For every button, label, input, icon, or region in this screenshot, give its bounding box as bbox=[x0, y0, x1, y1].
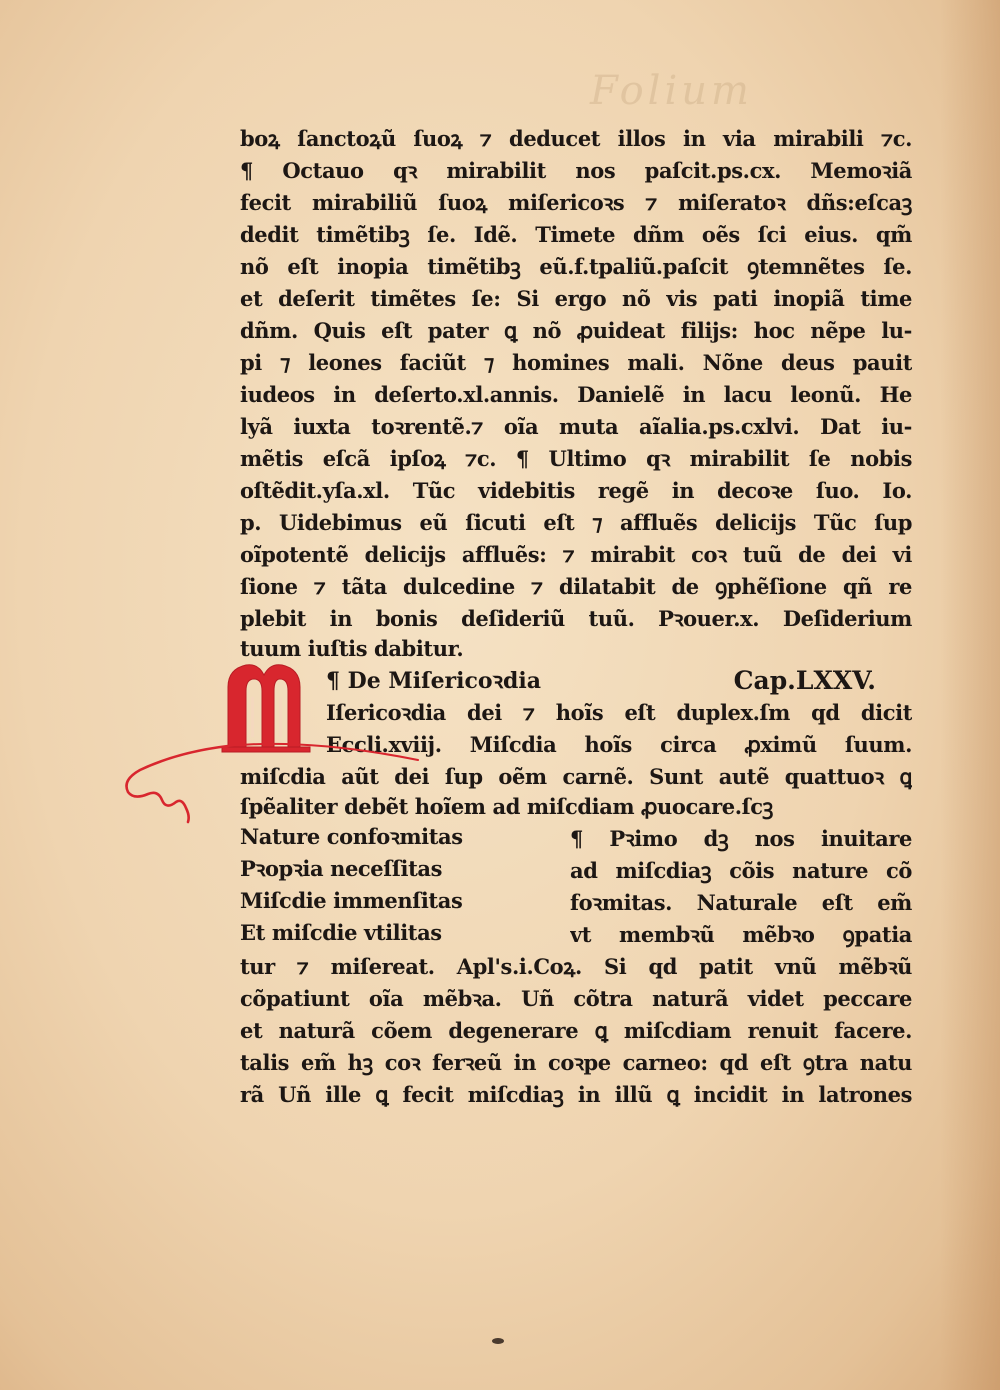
body-line: plebit in bonis deſideriũ tuũ. Pꝛouer.x. Deſiderium bbox=[240, 606, 912, 631]
chapter-line: Iſericoꝛdia dei ⁊ hoĩs eſt duplex.ſm qd dicit bbox=[326, 700, 912, 725]
list-right-line: ¶ Pꝛimo dꝫ nos inuitare bbox=[570, 826, 912, 851]
body-line: tuum iuſtis dabitur. bbox=[240, 636, 464, 661]
list-right-line: ad miſcdiaꝫ cõis nature cõ bbox=[570, 858, 912, 883]
body-line: dñm. Quis eſt pater ꝗ nõ ꝓuideat filijs: hoc nẽpe lu- bbox=[240, 318, 912, 343]
body-line: ſione ⁊ tãta dulcedine ⁊ dilatabit de ꝯphẽſione qñ re bbox=[240, 574, 912, 599]
red-flourish bbox=[118, 740, 438, 830]
page-edge-shadow bbox=[940, 0, 1000, 1390]
chapter-line: ſpẽaliter debẽt hoĩem ad miſcdiam ꝓuocare.ſcꝫ bbox=[240, 794, 773, 819]
chapter-line: Eccli.xviij. Miſcdia hoĩs circa ꝓximũ ſuum. bbox=[326, 732, 912, 757]
body-line: oſtẽdit.yſa.xl. Tũc videbitis regẽ in decoꝛe ſuo. Io. bbox=[240, 478, 912, 503]
chapter-number: Cap.LXXV. bbox=[733, 666, 876, 695]
body-line: pi ⁊ leones faciũt ⁊ homines mali. Nõne deus pauit bbox=[240, 350, 912, 375]
body-line: p. Uidebimus eũ ſicuti eſt ⁊ affluẽs delicijs Tũc ſup bbox=[240, 510, 912, 535]
list-left-item: Miſcdie immenſitas bbox=[240, 888, 463, 913]
list-right-line: foꝛmitas. Naturale eſt em̃ bbox=[570, 890, 912, 915]
body-line: lyã iuxta toꝛrentẽ.⁊ oĩa muta aĩalia.ps.cxlvi. Dat iu- bbox=[240, 414, 912, 439]
body-line: boꝝ ſanctoꝝũ ſuoꝝ ⁊ deducet illos in via mirabili ⁊c. bbox=[240, 126, 912, 151]
chapter-heading bbox=[326, 664, 912, 698]
ink-smudge bbox=[490, 1336, 506, 1346]
body-line: dedit timẽtibꝫ ſe. Idẽ. Timete dñm oẽs ſci eius. qm̃ bbox=[240, 222, 912, 247]
list-left-item: Pꝛopꝛia neceſſitas bbox=[240, 856, 443, 881]
list-left-item: Nature confoꝛmitas bbox=[240, 824, 463, 849]
body-line: nõ eſt inopia timẽtibꝫ eũ.f.tpaliũ.paſcit ꝯtemnẽtes ſe. bbox=[240, 254, 912, 279]
body-line: iudeos in deſerto.xl.annis. Danielẽ in lacu leonũ. He bbox=[240, 382, 912, 407]
chapter-line: miſcdia aũt dei ſup oẽm carnẽ. Sunt autẽ quattuoꝛ ꝗ bbox=[240, 764, 912, 789]
chapter-title: ¶ De Miſericoꝛdia bbox=[326, 668, 542, 694]
closing-line: rã Uñ ille ꝗ fecit miſcdiaꝫ in illũ ꝗ incidit in latrones bbox=[240, 1082, 912, 1107]
closing-line: tur ⁊ miſereat. Apl's.i.Coꝝ. Si qd patit vnũ mẽbꝛũ bbox=[240, 954, 912, 979]
running-head-bleed-through: Folium bbox=[590, 68, 753, 114]
body-line: oĩpotentẽ delicijs affluẽs: ⁊ mirabit coꝛ tuũ de dei vi bbox=[240, 542, 912, 567]
closing-line: cõpatiunt oĩa mẽbꝛa. Uñ cõtra naturã videt peccare bbox=[240, 986, 912, 1011]
body-line: ¶ Octauo qꝛ mirabilit nos paſcit.ps.cx. Memoꝛiã bbox=[240, 158, 912, 183]
list-right-line: vt membꝛũ mẽbꝛo ꝯpatia bbox=[570, 922, 912, 947]
closing-line: talis em̃ hꝫ coꝛ ferꝛeũ in coꝛpe carneo: qd eſt ꝯtra natu bbox=[240, 1050, 912, 1075]
body-line: mẽtis eſcã ipſoꝝ ⁊c. ¶ Ultimo qꝛ mirabilit ſe nobis bbox=[240, 446, 912, 471]
list-left-item: Et miſcdie vtilitas bbox=[240, 920, 442, 945]
body-line: et deſerit timẽtes ſe: Si ergo nõ vis pati inopiã time bbox=[240, 286, 912, 311]
closing-line: et naturã cõem degenerare ꝗ miſcdiam renuit facere. bbox=[240, 1018, 912, 1043]
body-line: fecit mirabiliũ ſuoꝝ miſericoꝛs ⁊ miſeratoꝛ dñs:eſcaꝫ bbox=[240, 190, 912, 215]
